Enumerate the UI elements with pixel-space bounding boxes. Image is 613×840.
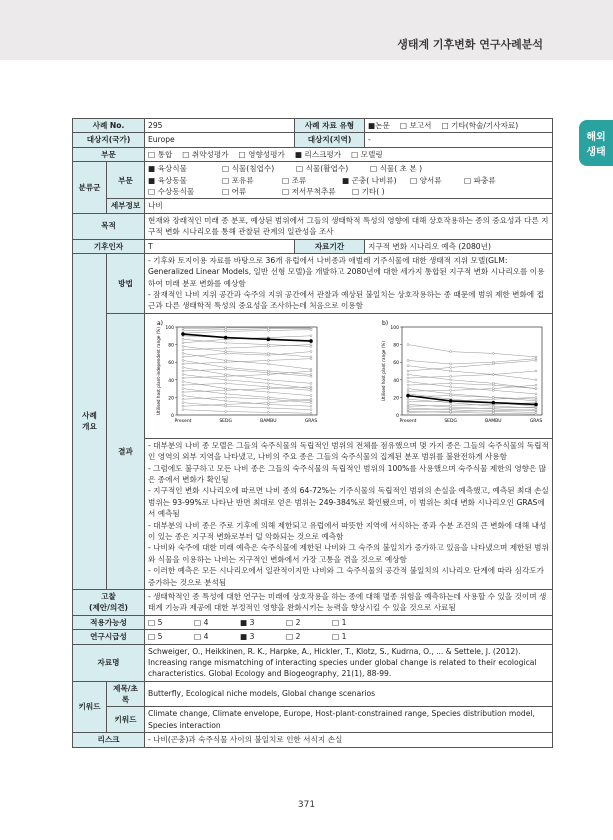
series-point — [407, 398, 409, 400]
sector-options — [145, 147, 553, 161]
series-point — [267, 379, 269, 381]
series-point — [182, 373, 184, 375]
series-point — [267, 407, 269, 409]
result-item: - 이러한 예측은 모든 시나리오에서 일관적이지만 나비와 그 숙주식물의 공간적 불일치의 시나리오 단계에 따라 심각도가 증가하는 것으로 분석됨 — [148, 566, 544, 587]
series-point — [182, 387, 184, 389]
series-point — [310, 409, 312, 411]
x-tick-label: GRAS — [529, 418, 543, 424]
x-tick-label: Present — [399, 418, 417, 424]
series-point — [450, 375, 452, 377]
series-point — [310, 412, 312, 414]
target-country: Europe — [145, 133, 295, 147]
series-point — [267, 411, 269, 413]
mean-point — [492, 401, 496, 405]
series-point — [225, 352, 227, 354]
series-point — [535, 396, 537, 398]
series-point — [310, 350, 312, 352]
case-no-label: 사례 No. — [73, 119, 145, 133]
result-item: - 대부분의 나비 종은 주로 기후에 의해 제한되고 유럽에서 따뜻한 지역에 서식하는 종과 수분 조건의 큰 변화에 대해 내성이 있는 종은 지구적 변화로부터 덜 악화되는 것으로 예측함 — [148, 520, 547, 541]
y-axis-label: Utilised host plant range (%) — [381, 340, 386, 401]
series-line — [183, 359, 311, 364]
rating-opt: □ 5 — [148, 632, 163, 642]
mean-point — [449, 399, 453, 403]
sector-opt: □ 통합 — [148, 149, 173, 159]
series-point — [450, 350, 452, 352]
series-point — [450, 382, 452, 384]
series-point — [225, 342, 227, 344]
climate-factor: T — [145, 239, 295, 253]
climate-factor-label: 기후인자 — [73, 239, 145, 253]
result-item: - 대부분의 나비 종 모델은 그들의 숙주식물의 독립적인 범위의 전체를 점유했으며 몇 가지 종은 그들의 숙주식물의 독립적인 영역의 외부 지역을 나타냈고, 나비의 주요 종은 그들의 숙주식물의 집계된 분포 범위를 불완전하게 사용함 — [148, 440, 549, 462]
y-tick-label: 40 — [168, 378, 174, 384]
results — [145, 438, 553, 589]
taxa-opt: □ 기타( ) — [352, 186, 385, 196]
series-point — [310, 375, 312, 377]
x-tick-label: BAMBU — [485, 418, 502, 424]
taxa-label: 분류군 — [73, 162, 107, 214]
taxa-opt: ■ 육상식물 — [148, 164, 187, 174]
series-point — [310, 398, 312, 400]
series-point — [407, 365, 409, 367]
taxa-opt: □ 저서무척추류 — [282, 186, 336, 196]
data-type-opt: □ 기타(학술/기사자료) — [441, 121, 519, 130]
keyword2-label: 키워드 — [107, 707, 145, 733]
series-point — [492, 373, 494, 375]
rating-opt: ■ 3 — [240, 617, 255, 627]
rating-opt: □ 4 — [194, 632, 209, 642]
case-no: 295 — [145, 119, 295, 133]
title-abs: Butterfly, Ecological niche models, Global change scenarios — [145, 681, 553, 707]
data-period-label: 자료기간 — [295, 239, 365, 253]
taxa-sector-label: 부문 — [107, 162, 145, 199]
series-point — [225, 400, 227, 402]
series-line — [183, 410, 311, 414]
series-point — [267, 387, 269, 389]
series-point — [225, 361, 227, 363]
target-country-label: 대상지(국가) — [73, 133, 145, 147]
target-region-label: 대상지(지역) — [295, 133, 365, 147]
series-point — [182, 398, 184, 400]
taxa-opt: □ 식물(침엽수) — [222, 164, 275, 174]
y-tick-label: 80 — [168, 343, 174, 349]
data-type-label: 사례 자료 유형 — [295, 119, 365, 133]
series-point — [535, 387, 537, 389]
series-point — [450, 408, 452, 410]
series-line — [408, 407, 536, 410]
series-point — [225, 396, 227, 398]
series-point — [267, 359, 269, 361]
mean-point — [181, 332, 185, 336]
series-point — [182, 377, 184, 379]
series-line — [183, 344, 311, 349]
series-point — [267, 345, 269, 347]
series-point — [407, 390, 409, 392]
series-point — [450, 389, 452, 391]
data-type-opt: ■논문 — [368, 121, 390, 130]
y-tick-label: 100 — [390, 325, 399, 331]
mean-point — [267, 337, 271, 341]
series-point — [492, 363, 494, 365]
taxa-opt: □ 양서류 — [410, 175, 442, 185]
chart-panel-label: b) — [382, 319, 389, 327]
series-point — [450, 394, 452, 396]
page-number: 371 — [297, 800, 316, 810]
series-point — [492, 407, 494, 409]
series-point — [535, 359, 537, 361]
sector-opt: □ 영향성평가 — [238, 149, 285, 159]
series-line — [183, 336, 311, 343]
series-line — [408, 383, 536, 388]
method-item: - 기후와 토지이용 자료를 바탕으로 36개 유럽에서 나비종과 애벌레 기주식물에 대한 생태적 지위 모델(GLM: Generalized Linear Models, 일반 선형 모델)을 개발하고 2080년에 대한 세가지 통합된 지구적 변화 시나리오를 이용하여 미래 분포 변화를 예상함 — [148, 255, 545, 288]
result-item: - 그럼에도 불구하고 모든 나비 종은 그들의 숙주식물의 독립적인 범위의 100%를 사용했으며 숙주식물 제한의 영향은 많은 종에서 변화가 확인됨 — [148, 463, 547, 485]
rating-opt: □ 2 — [286, 617, 301, 627]
discussion-label: 고찰 (제안/의견) — [73, 589, 145, 615]
rating-opt: ■ 3 — [240, 632, 255, 642]
series-point — [225, 368, 227, 370]
risk-label: 리스크 — [73, 733, 145, 747]
series-point — [267, 391, 269, 393]
method-label: 방법 — [107, 253, 145, 313]
case-table — [72, 118, 553, 748]
series-point — [225, 382, 227, 384]
series-point — [310, 389, 312, 391]
taxa-opt: □ 조류 — [282, 175, 307, 185]
sector-opt: □ 모델링 — [351, 149, 383, 159]
detail: 나비 — [145, 199, 553, 213]
y-tick-label: 60 — [168, 361, 174, 367]
title-abs-label: 제목/초록 — [107, 681, 145, 707]
result-label: 결과 — [107, 313, 145, 589]
taxa-opt: □ 파충류 — [464, 175, 496, 185]
target-region: - — [365, 133, 553, 147]
series-point — [182, 359, 184, 361]
taxa-opt: □ 식물( 초 본 ) — [370, 164, 423, 174]
y-tick-label: 20 — [168, 396, 174, 402]
series-point — [267, 402, 269, 404]
rating-opt: □ 1 — [332, 632, 347, 642]
y-tick-label: 100 — [165, 325, 174, 331]
series-point — [492, 398, 494, 400]
series-point — [182, 352, 184, 354]
overview-label: 사례 개요 — [73, 253, 107, 589]
series-point — [450, 410, 452, 412]
x-tick-label: GRAS — [304, 418, 318, 424]
series-line — [408, 359, 536, 364]
series-point — [407, 384, 409, 386]
taxa-opt: □ 식물(활엽수) — [296, 164, 349, 174]
sector-opt: □ 취약성평가 — [182, 149, 229, 159]
reference: Schweiger, O., Heikkinen, R. K., Harpke, A., Hickler, T., Klotz, S., Kudrna, O., ... & Settele, J. (2012). Increasing range mismatching of interacting species under global change is related to their ecological characteristics. Global Ecology and Biogeography, 21(1), 88-99. — [145, 644, 553, 681]
series-point — [225, 330, 227, 332]
series-point — [267, 354, 269, 356]
series-point — [310, 328, 312, 330]
series-point — [407, 401, 409, 403]
sector-opt: ■ 리스크평가 — [294, 149, 342, 159]
chart-panel-label: a) — [157, 319, 164, 327]
series-point — [310, 405, 312, 407]
mean-point — [224, 336, 228, 340]
series-point — [450, 404, 452, 406]
detail-label: 세부정보 — [107, 199, 145, 213]
series-point — [407, 380, 409, 382]
series-point — [182, 384, 184, 386]
series-line — [408, 381, 536, 393]
series-point — [225, 410, 227, 412]
series-point — [407, 387, 409, 389]
series-point — [535, 409, 537, 411]
discussion: - 생태학적인 종 특성에 대한 연구는 미래에 상호작용을 하는 종에 대해 멸종 위험을 예측하는데 사용할 수 있을 것이며 생태계 기능과 제공에 대한 부정적인 영향을 완화시키는 능력을 향상시킬 수 있을 것으로 사료됨 — [145, 589, 553, 615]
series-point — [267, 398, 269, 400]
series-point — [182, 405, 184, 407]
result-item: - 지구적인 변화 시나리오에 따르면 나비 종의 64-72%는 기주식물의 독립적인 범위의 손실을 예측했고, 예측된 최대 손실 범위는 93-99%로 나타난 반면 최대로 얻은 범위는 249-384%로 확인됐으며, 이 범위는 최대 변화 시나리오인 GRAS에서 예측됨 — [148, 486, 549, 519]
series-point — [492, 409, 494, 411]
series-point — [182, 366, 184, 368]
y-tick-label: 80 — [393, 343, 399, 349]
series-point — [310, 402, 312, 404]
x-tick-label: Present — [174, 418, 192, 424]
series-point — [492, 352, 494, 354]
applicability-label: 적용가능성 — [73, 615, 145, 629]
y-tick-label: 60 — [393, 361, 399, 367]
series-point — [225, 347, 227, 349]
series-point — [182, 345, 184, 347]
series-point — [182, 370, 184, 372]
purpose: 현재와 장래적인 미래 종 분포, 예상된 범위에서 그들의 생태학적 특성의 영향에 대해 상호작용하는 종의 중요성과 다른 지구적 변화 시나리오를 통해 관찰된 관계의 일관성을 조사 — [145, 213, 553, 239]
series-point — [407, 359, 409, 361]
taxa-options — [145, 162, 553, 199]
rating-opt: □ 5 — [148, 617, 163, 627]
taxa-opt: □ 어류 — [222, 186, 247, 196]
urgency-options — [145, 630, 553, 644]
x-tick-label: SEDG — [219, 418, 232, 424]
series-line — [408, 344, 536, 356]
series-point — [225, 389, 227, 391]
series-point — [492, 387, 494, 389]
y-tick-label: 40 — [393, 378, 399, 384]
series-point — [267, 329, 269, 331]
keywords: Climate change, Climate envelope, Europe, Host-plant-constrained range, Species distribution model, Species interaction — [145, 707, 553, 733]
series-point — [450, 363, 452, 365]
x-tick-label: BAMBU — [260, 418, 277, 424]
y-tick-label: 20 — [393, 396, 399, 402]
y-axis-label: Utilised host plant-independent range (%) — [156, 326, 161, 415]
series-point — [225, 379, 227, 381]
series-point — [182, 394, 184, 396]
series-line — [183, 387, 311, 392]
series-point — [182, 391, 184, 393]
keyword-label: 키워드 — [73, 681, 107, 733]
series-point — [450, 379, 452, 381]
x-tick-label: SEDG — [444, 418, 457, 424]
series-point — [225, 403, 227, 405]
charts-cell — [145, 313, 553, 438]
result-item: - 나비와 숙주에 대한 미래 예측은 숙주식물에 제한된 나비와 그 숙주의 불일치가 증가하고 있음을 나타냈으며 제한된 범위와 식물을 이용하는 나비는 지구적인 변화에서 가장 고통을 겪을 것으로 예상함 — [148, 543, 549, 564]
chart-b — [372, 317, 550, 435]
series-point — [535, 406, 537, 408]
series-point — [535, 370, 537, 372]
series-point — [182, 409, 184, 411]
series-point — [225, 375, 227, 377]
taxa-opt: ■ 육상동물 — [148, 175, 187, 185]
series-point — [450, 370, 452, 372]
series-point — [450, 386, 452, 388]
series-point — [182, 402, 184, 404]
rating-opt: □ 1 — [332, 617, 347, 627]
urgency-label: 연구시급성 — [73, 630, 145, 644]
series-point — [182, 342, 184, 344]
mean-line — [183, 334, 311, 341]
series-point — [182, 349, 184, 351]
mean-point — [309, 339, 313, 343]
series-point — [267, 373, 269, 375]
series-point — [182, 363, 184, 365]
applicability-options — [145, 615, 553, 629]
series-point — [182, 329, 184, 331]
data-type-options — [365, 119, 553, 133]
data-period: 지구적 변화 시나리오 예측 (2080년) — [365, 239, 553, 253]
series-point — [310, 343, 312, 345]
series-point — [310, 382, 312, 384]
purpose-label: 목적 — [73, 213, 145, 239]
method-item: - 잠재적인 나비 지위 공간과 숙주의 지위 공간에서 관찰과 예상된 불일치는 상호작용하는 종 때문에 범위 제한 변화에 접근과 다른 생태학적 특성의 중요성을 조사하는데 처음으로 이용함 — [148, 290, 544, 311]
series-point — [267, 382, 269, 384]
series-point — [407, 377, 409, 379]
series-point — [492, 384, 494, 386]
series-point — [310, 394, 312, 396]
series-point — [407, 343, 409, 345]
series-point — [267, 363, 269, 365]
series-point — [407, 411, 409, 413]
series-point — [310, 370, 312, 372]
header-title: 생태계 기후변화 연구사례분석 — [397, 38, 543, 51]
series-point — [225, 393, 227, 395]
series-point — [310, 386, 312, 388]
page-header — [0, 0, 613, 60]
series-point — [407, 373, 409, 375]
method — [145, 253, 553, 313]
series-point — [310, 358, 312, 360]
data-type-opt: □ 보고서 — [399, 121, 432, 130]
sector-label: 부문 — [73, 147, 145, 161]
series-point — [535, 413, 537, 415]
taxa-opt: □ 포유류 — [222, 175, 254, 185]
series-point — [535, 379, 537, 381]
series-line — [408, 388, 536, 400]
reference-label: 자료명 — [73, 644, 145, 681]
series-point — [535, 384, 537, 386]
series-point — [535, 393, 537, 395]
taxa-opt: □ 수상동식물 — [148, 186, 195, 196]
y-tick-label: 0 — [171, 413, 174, 419]
series-point — [450, 366, 452, 368]
taxa-opt: ■ 곤충( 나비류) — [342, 175, 397, 185]
risk: - 나비(곤충)과 숙주식물 사이의 불일치로 인한 서식지 손실 — [145, 733, 553, 747]
chart-a — [147, 317, 325, 435]
series-point — [407, 370, 409, 372]
series-point — [492, 412, 494, 414]
series-point — [182, 380, 184, 382]
series-line — [183, 397, 311, 402]
series-point — [310, 335, 312, 337]
series-point — [182, 356, 184, 358]
mean-point — [406, 394, 410, 398]
rating-opt: □ 4 — [194, 617, 209, 627]
section-tab: 해외 생태 — [579, 120, 613, 166]
rating-opt: □ 2 — [286, 632, 301, 642]
mean-point — [534, 402, 538, 406]
series-point — [182, 338, 184, 340]
y-tick-label: 0 — [396, 413, 399, 419]
